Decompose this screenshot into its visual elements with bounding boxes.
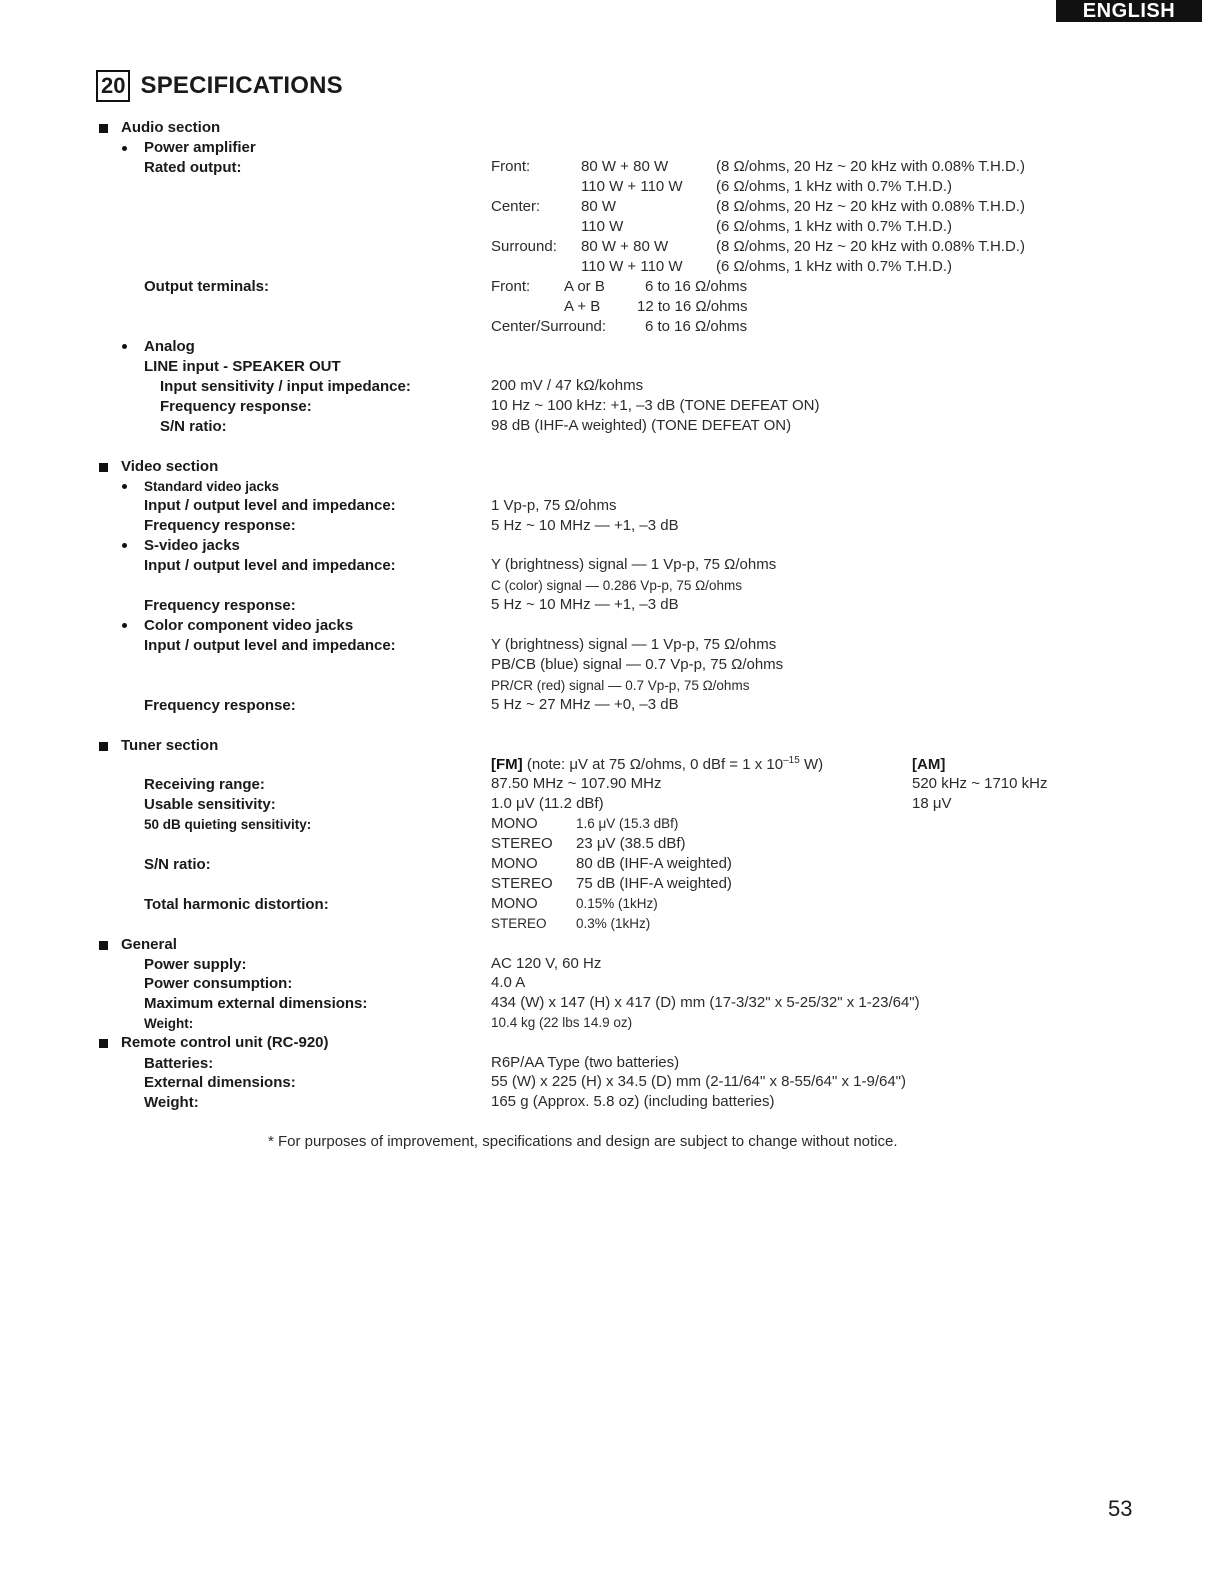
- sv-y-value: Y (brightness) signal — 1 Vp-p, 75 Ω/ohms: [491, 556, 777, 573]
- cc-freq-value: 5 Hz ~ 27 MHz — +0, –3 dB: [491, 696, 679, 713]
- remote-dims-label: External dimensions:: [144, 1074, 296, 1091]
- consumption-value: 4.0 A: [491, 974, 526, 991]
- input-sensitivity-value: 200 mV / 47 kΩ/kohms: [491, 377, 644, 394]
- remote-dims-value: 55 (W) x 225 (H) x 34.5 (D) mm (2-11/64" x 8-55/64" x 1-9/64"): [491, 1073, 906, 1090]
- language-tab: ENGLISH: [1056, 0, 1202, 22]
- section-title: SPECIFICATIONS: [140, 72, 343, 99]
- std-freq-value: 5 Hz ~ 10 MHz — +1, –3 dB: [491, 517, 679, 534]
- front-cond-1: (8 Ω/ohms, 20 Hz ~ 20 kHz with 0.08% T.H.D.): [716, 158, 1025, 175]
- quieting-stereo-label: STEREO: [491, 835, 553, 852]
- audio-freq-label: Frequency response:: [160, 398, 312, 415]
- page-title: [96, 70, 343, 104]
- quieting-mono-value: 1.6 μV (15.3 dBf): [576, 816, 679, 831]
- sn-stereo-value: 75 dB (IHF-A weighted): [576, 875, 732, 892]
- am-tag: [AM]: [912, 756, 946, 773]
- surround-value-1: 80 W + 80 W: [581, 238, 669, 255]
- batteries-label: Batteries:: [144, 1055, 214, 1072]
- quieting-mono-label: MONO: [491, 815, 538, 832]
- section-number: 20: [96, 70, 130, 102]
- power-supply-label: Power supply:: [144, 956, 247, 973]
- std-io-label: Input / output level and impedance:: [144, 497, 396, 514]
- range-label: Receiving range:: [144, 776, 265, 793]
- surround-cond-2: (6 Ω/ohms, 1 kHz with 0.7% T.H.D.): [716, 258, 953, 275]
- audio-sn-value: 98 dB (IHF-A weighted) (TONE DEFEAT ON): [491, 417, 792, 434]
- bullet-square: [99, 742, 108, 751]
- line-input-heading: LINE input - SPEAKER OUT: [144, 358, 341, 375]
- audio-sn-label: S/N ratio:: [160, 418, 227, 435]
- front-label: Front:: [491, 158, 531, 175]
- ot-aorb-value: 6 to 16 Ω/ohms: [645, 278, 748, 295]
- bullet-dot: [122, 484, 127, 489]
- usable-label: Usable sensitivity:: [144, 796, 276, 813]
- cc-freq-label: Frequency response:: [144, 697, 296, 714]
- ot-front-label: Front:: [491, 278, 531, 295]
- audio-heading: Audio section: [121, 119, 221, 136]
- footnote: * For purposes of improvement, specifications and design are subject to change without notice.: [268, 1133, 898, 1150]
- bullet-dot: [122, 344, 127, 349]
- analog-heading: Analog: [144, 338, 195, 355]
- power-supply-value: AC 120 V, 60 Hz: [491, 955, 602, 972]
- video-heading: Video section: [121, 458, 219, 475]
- sn-mono-label: MONO: [491, 855, 538, 872]
- fm-tag: [FM]: [491, 756, 523, 773]
- sv-freq-label: Frequency response:: [144, 597, 296, 614]
- bullet-dot: [122, 146, 127, 151]
- bullet-square: [99, 941, 108, 950]
- max-dims-label: Maximum external dimensions:: [144, 995, 368, 1012]
- input-sensitivity-label: Input sensitivity / input impedance:: [160, 378, 411, 395]
- output-terminals-label: Output terminals:: [144, 278, 270, 295]
- front-cond-2: (6 Ω/ohms, 1 kHz with 0.7% T.H.D.): [716, 178, 953, 195]
- audio-freq-value: 10 Hz ~ 100 kHz: +1, –3 dB (TONE DEFEAT ON): [491, 397, 820, 414]
- center-value-1: 80 W: [581, 198, 617, 215]
- std-io-value: 1 Vp-p, 75 Ω/ohms: [491, 497, 617, 514]
- ot-aplusb-label: A + B: [564, 298, 601, 315]
- fm-note-end: W): [803, 756, 824, 773]
- bullet-square: [99, 124, 108, 133]
- sv-io-label: Input / output level and impedance:: [144, 557, 396, 574]
- page-number: 53: [1108, 1496, 1133, 1521]
- fm-usable-value: 1.0 μV (11.2 dBf): [491, 795, 604, 812]
- fm-note-exponent: –15: [783, 755, 800, 766]
- bullet-dot: [122, 623, 127, 628]
- cc-pr-value: PR/CR (red) signal — 0.7 Vp-p, 75 Ω/ohms: [491, 678, 750, 693]
- cc-y-value: Y (brightness) signal — 1 Vp-p, 75 Ω/ohms: [491, 636, 777, 653]
- center-value-2: 110 W: [581, 218, 624, 235]
- thd-stereo-label: STEREO: [491, 916, 547, 931]
- remote-weight-value: 165 g (Approx. 5.8 oz) (including batteries): [491, 1093, 775, 1110]
- ot-aplusb-value: 12 to 16 Ω/ohms: [637, 298, 748, 315]
- quieting-stereo-value: 23 μV (38.5 dBf): [576, 835, 686, 852]
- thd-mono-value: 0.15% (1kHz): [576, 896, 658, 911]
- cc-pb-value: PB/CB (blue) signal — 0.7 Vp-p, 75 Ω/ohms: [491, 656, 784, 673]
- power-amp-heading: Power amplifier: [144, 139, 256, 156]
- am-range-value: 520 kHz ~ 1710 kHz: [912, 775, 1048, 792]
- fm-header: [491, 756, 823, 774]
- quieting-label: 50 dB quieting sensitivity:: [144, 817, 312, 832]
- rated-output-label: Rated output:: [144, 159, 242, 176]
- front-value-1: 80 W + 80 W: [581, 158, 669, 175]
- ot-cs-label: Center/Surround:: [491, 318, 607, 335]
- ot-cs-value: 6 to 16 Ω/ohms: [645, 318, 748, 335]
- am-usable-value: 18 μV: [912, 795, 952, 812]
- center-label: Center:: [491, 198, 541, 215]
- standard-video-heading: Standard video jacks: [144, 479, 280, 494]
- front-value-2: 110 W + 110 W: [581, 178, 683, 195]
- sv-freq-value: 5 Hz ~ 10 MHz — +1, –3 dB: [491, 596, 679, 613]
- consumption-label: Power consumption:: [144, 975, 293, 992]
- ot-aorb-label: A or B: [564, 278, 605, 295]
- component-heading: Color component video jacks: [144, 617, 354, 634]
- bullet-square: [99, 463, 108, 472]
- batteries-value: R6P/AA Type (two batteries): [491, 1054, 680, 1071]
- fm-note: (note: μV at 75 Ω/ohms, 0 dBf = 1 x 10: [526, 756, 784, 773]
- fm-range-value: 87.50 MHz ~ 107.90 MHz: [491, 775, 662, 792]
- sn-mono-value: 80 dB (IHF-A weighted): [576, 855, 732, 872]
- svideo-heading: S-video jacks: [144, 537, 240, 554]
- thd-mono-label: MONO: [491, 895, 538, 912]
- center-cond-2: (6 Ω/ohms, 1 kHz with 0.7% T.H.D.): [716, 218, 953, 235]
- cc-io-label: Input / output level and impedance:: [144, 637, 396, 654]
- tuner-sn-label: S/N ratio:: [144, 856, 211, 873]
- sv-c-value: C (color) signal — 0.286 Vp-p, 75 Ω/ohms: [491, 578, 742, 593]
- center-cond-1: (8 Ω/ohms, 20 Hz ~ 20 kHz with 0.08% T.H.D.): [716, 198, 1025, 215]
- bullet-square: [99, 1039, 108, 1048]
- remote-weight-label: Weight:: [144, 1094, 199, 1111]
- bullet-dot: [122, 543, 127, 548]
- thd-stereo-value: 0.3% (1kHz): [576, 916, 651, 931]
- general-heading: General: [121, 936, 177, 953]
- surround-label: Surround:: [491, 238, 557, 255]
- general-weight-label: Weight:: [144, 1016, 194, 1031]
- sn-stereo-label: STEREO: [491, 875, 553, 892]
- surround-value-2: 110 W + 110 W: [581, 258, 683, 275]
- tuner-heading: Tuner section: [121, 737, 219, 754]
- surround-cond-1: (8 Ω/ohms, 20 Hz ~ 20 kHz with 0.08% T.H.D.): [716, 238, 1025, 255]
- max-dims-value: 434 (W) x 147 (H) x 417 (D) mm (17-3/32" x 5-25/32" x 1-23/64"): [491, 994, 920, 1011]
- thd-label: Total harmonic distortion:: [144, 896, 329, 913]
- general-weight-value: 10.4 kg (22 lbs 14.9 oz): [491, 1015, 633, 1030]
- remote-heading: Remote control unit (RC-920): [121, 1034, 329, 1051]
- std-freq-label: Frequency response:: [144, 517, 296, 534]
